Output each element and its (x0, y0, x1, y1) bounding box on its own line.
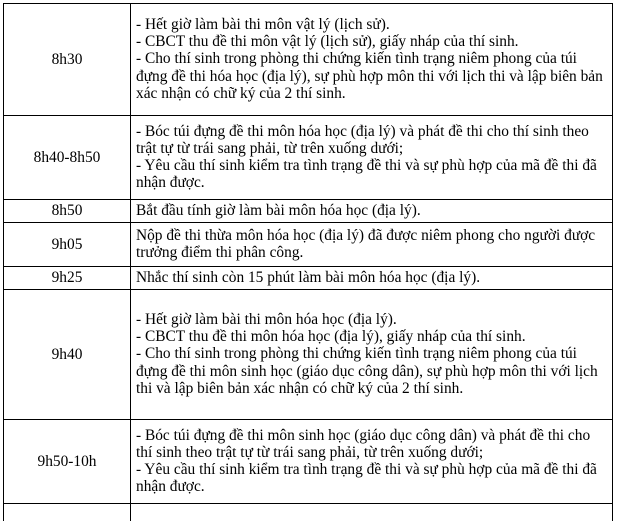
time-cell: 8h30 (4, 4, 131, 116)
description-line: - Yêu cầu thí sinh kiểm tra tình trạng đề thi và sự phù hợp của mã đề thi đã nhận được. (136, 461, 597, 496)
description-line: - Hết giờ làm bài thi môn vật lý (lịch sử). (136, 15, 390, 33)
table-row (4, 504, 613, 521)
description-line: - Hết giờ làm bài thi môn hóa học (địa lý). (136, 310, 397, 328)
time-cell: 9h40 (4, 290, 131, 420)
table-row (4, 223, 613, 267)
time-cell (4, 504, 131, 521)
description-cell (131, 267, 613, 290)
description-line: - Bóc túi đựng đề thi môn hóa học (địa lý) và phát đề thi cho thí sinh theo trật tự từ trái sang phải, từ trên xuống dưới; (136, 122, 589, 157)
description-line: Bắt đầu tính giờ làm bài môn hóa học (địa lý). (136, 201, 421, 219)
time-cell: 9h50-10h (4, 420, 131, 504)
table-row (4, 267, 613, 290)
description-cell (131, 223, 613, 267)
description-line: - Cho thí sinh trong phòng thi chứng kiến tình trạng niêm phong của túi đựng đề thi hóa học (địa lý), sự phù hợp môn thi với lịch thi và lập biên bản xác nhận có chữ ký của 2 thí sinh. (136, 50, 603, 102)
description-line: - CBCT thu đề thi môn vật lý (lịch sử), giấy nháp của thí sinh. (136, 33, 519, 51)
description-line: - Bóc túi đựng đề thi môn sinh học (giáo dục công dân) và phát đề thi cho thí sinh theo trật tự từ trái sang phải, từ trên xuống dưới; (136, 426, 591, 461)
description-cell (131, 504, 613, 521)
time-cell: 9h05 (4, 223, 131, 267)
exam-schedule-table (3, 3, 613, 521)
time-cell: 8h40-8h50 (4, 116, 131, 200)
description-line: - Cho thí sinh trong phòng thi chứng kiến tình trạng niêm phong của túi đựng đề thi môn sinh học (giáo dục công dân), sự phù hợp môn thi với lịch thi và lập biên bản xác nhận có chữ ký của 2 thí sinh. (136, 345, 598, 397)
table-row (4, 116, 613, 200)
time-cell: 8h50 (4, 200, 131, 223)
description-cell (131, 4, 613, 116)
table-row (4, 4, 613, 116)
description-cell (131, 420, 613, 504)
time-cell: 9h25 (4, 267, 131, 290)
description-cell (131, 290, 613, 420)
table-row (4, 290, 613, 420)
table-row (4, 200, 613, 223)
description-line: Nộp đề thi thừa môn hóa học (địa lý) đã được niêm phong cho người được trưởng điểm thi phân công. (136, 226, 596, 261)
description-cell (131, 200, 613, 223)
table-row (4, 420, 613, 504)
description-cell (131, 116, 613, 200)
description-line: - CBCT thu đề thi môn hóa học (địa lý), giấy nháp của thí sinh. (136, 328, 526, 346)
description-line: Nhắc thí sinh còn 15 phút làm bài môn hóa học (địa lý). (136, 268, 481, 286)
description-line: - Yêu cầu thí sinh kiểm tra tình trạng đề thi và sự phù hợp của mã đề thi đã nhận được. (136, 157, 597, 192)
